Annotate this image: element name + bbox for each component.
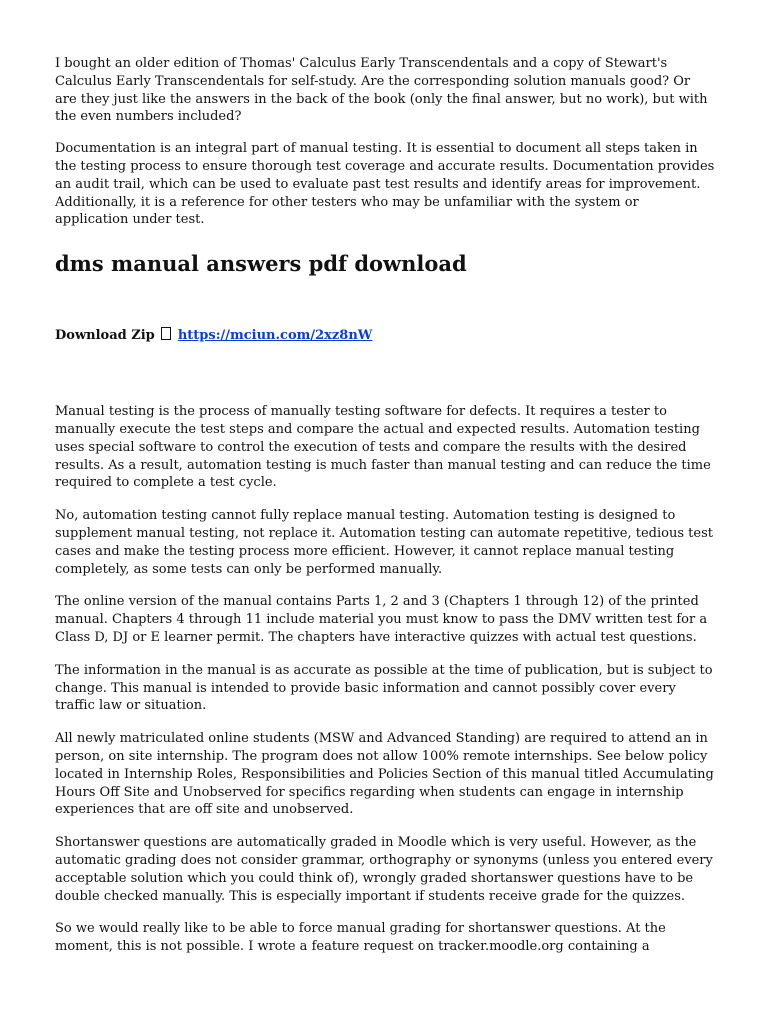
missing-glyph-icon — [161, 327, 171, 340]
page-heading: dms manual answers pdf download — [55, 251, 467, 277]
paragraph-information-accuracy: The information in the manual is as accurate as possible at the time of publication, but is subject to change. This manual is intended to provide basic information and cannot possibly cover every traffic law or situation. — [55, 662, 713, 714]
paragraph-online-version: The online version of the manual contains Parts 1, 2 and 3 (Chapters 1 through 12) of the printed manual. Chapters 4 through 11 include material you must know to pass the DMV written test for a Class D, DJ or E learner permit. The chapters have interactive quizzes with actual test questions. — [55, 594, 708, 645]
paragraph-intro-question: I bought an older edition of Thomas' Calculus Early Transcendentals and a copy of Stewart's Calculus Early Transcendentals for self-study. Are the corresponding solution manuals good? Or are they just like the answers in the back of the book (only the final answer, but no work), but with the even numbers included? — [55, 56, 708, 125]
paragraph-automation-replace: No, automation testing cannot fully replace manual testing. Automation testing is designed to supplement manual testing, not replace it. Automation testing can automate repetitive, tedious test cases and make the testing process more efficient. However, it cannot replace manual testing completely, as some tests can only be performed manually. — [55, 508, 713, 577]
download-link[interactable]: https://mciun.com/2xz8nW — [177, 328, 373, 344]
paragraph-documentation: Documentation is an integral part of manual testing. It is essential to document all steps taken in the testing process to ensure thorough test coverage and accurate results. Documentation provides an audit trail, which can be used to evaluate past test results and identify areas for improvement. Additionally, it is a reference for other testers who may be unfamiliar with the system or application under test. — [55, 141, 715, 228]
paragraph-shortanswer: Shortanswer questions are automatically graded in Moodle which is very useful. However, as the automatic grading does not consider grammar, orthography or synonyms (unless you entered every acceptable solution which you could think of), wrongly graded shortanswer questions have to be double checked manually. This is especially important if students receive grade for the quizzes. — [55, 835, 713, 904]
paragraph-internship: All newly matriculated online students (MSW and Advanced Standing) are required to attend an in person, on site internship. The program does not allow 100% remote internships. See below policy located in Internship Roles, Responsibilities and Policies Section of this manual titled Accumulating Hours Off Site and Unobserved for specifics regarding when students can engage in internship experiences that are off site and unobserved. — [55, 731, 714, 818]
document-page — [55, 55, 715, 956]
download-line — [55, 327, 715, 345]
download-label: Download Zip — [55, 328, 155, 344]
paragraph-force-grading: So we would really like to be able to force manual grading for shortanswer questions. At the moment, this is not possible. I wrote a feature request on tracker.moodle.org containing a — [55, 921, 666, 955]
paragraph-manual-testing: Manual testing is the process of manually testing software for defects. It requires a tester to manually execute the test steps and compare the actual and expected results. Automation testing uses special software to control the execution of tests and compare the results with the desired results. As a result, automation testing is much faster than manual testing and can reduce the time required to complete a test cycle. — [55, 404, 711, 491]
